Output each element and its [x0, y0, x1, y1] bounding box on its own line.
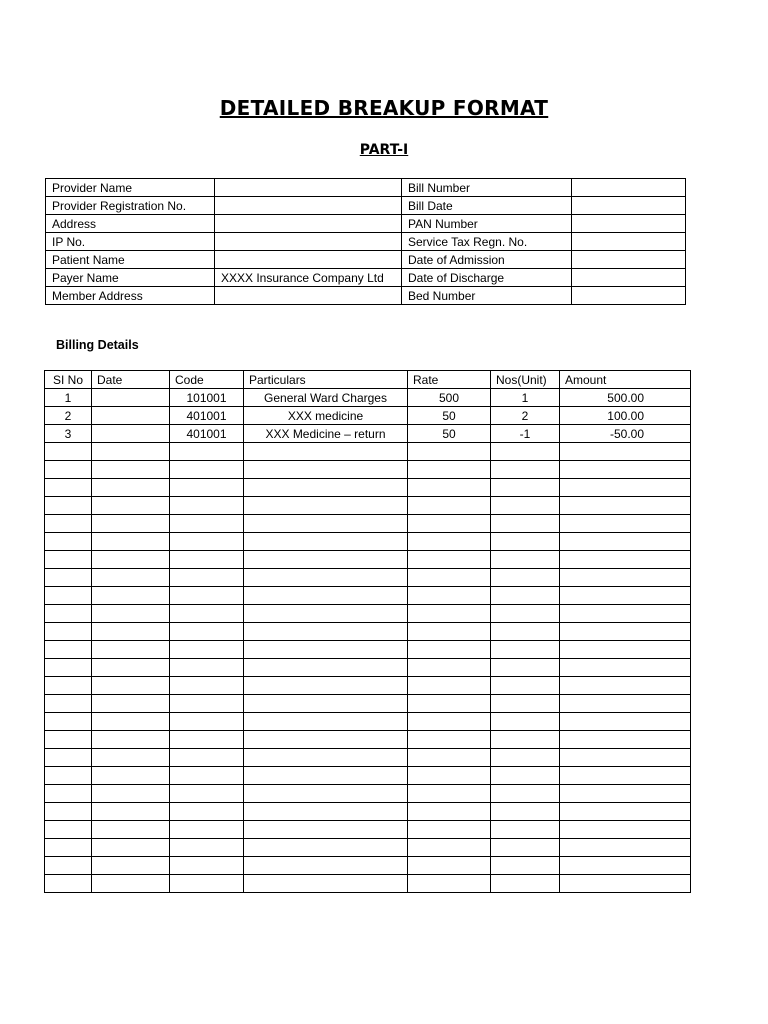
cell-particulars-empty: [244, 713, 408, 731]
cell-rate-empty: [408, 875, 491, 893]
cell-code-empty: [170, 587, 244, 605]
cell-si-empty: [45, 497, 92, 515]
empty-table-row: [45, 461, 691, 479]
cell-si-empty: [45, 461, 92, 479]
cell-nos-empty: [491, 533, 560, 551]
cell-nos-empty: [491, 641, 560, 659]
cell-code-empty: [170, 857, 244, 875]
cell-rate-empty: [408, 713, 491, 731]
cell-amount-empty: [560, 659, 691, 677]
info-label: Bed Number: [402, 287, 572, 305]
cell-nos-empty: [491, 443, 560, 461]
cell-si-empty: [45, 641, 92, 659]
cell-rate-empty: [408, 659, 491, 677]
table-row: [45, 425, 691, 443]
cell-code-empty: [170, 497, 244, 515]
cell-si-empty: [45, 785, 92, 803]
cell-si-empty: [45, 569, 92, 587]
info-label: Bill Number: [402, 179, 572, 197]
info-label: PAN Number: [402, 215, 572, 233]
column-header: Date: [92, 371, 170, 389]
cell-nos-empty: [491, 623, 560, 641]
info-label: IP No.: [46, 233, 215, 251]
cell-nos-empty: [491, 659, 560, 677]
cell-date-empty: [92, 731, 170, 749]
cell-code-empty: [170, 677, 244, 695]
billing-details-label: Billing Details: [56, 338, 139, 352]
cell-amount-empty: [560, 461, 691, 479]
cell-code-empty: [170, 479, 244, 497]
cell-si-empty: [45, 713, 92, 731]
cell-amount-empty: [560, 587, 691, 605]
column-header: SI No: [45, 371, 92, 389]
info-value: [215, 251, 402, 269]
cell-amount-empty: [560, 749, 691, 767]
cell-rate-empty: [408, 839, 491, 857]
cell-code-empty: [170, 749, 244, 767]
cell-nos-empty: [491, 857, 560, 875]
empty-table-row: [45, 803, 691, 821]
cell-rate-empty: [408, 785, 491, 803]
cell-nos-empty: [491, 587, 560, 605]
info-label: Payer Name: [46, 269, 215, 287]
billing-table: [44, 370, 691, 893]
info-label: Bill Date: [402, 197, 572, 215]
cell-nos-empty: [491, 605, 560, 623]
cell-particulars-empty: [244, 515, 408, 533]
cell-rate-empty: [408, 731, 491, 749]
cell-si-empty: [45, 749, 92, 767]
cell-particulars-empty: [244, 731, 408, 749]
cell-date-empty: [92, 605, 170, 623]
cell-rate-empty: [408, 641, 491, 659]
cell-date-empty: [92, 767, 170, 785]
info-value: [215, 233, 402, 251]
column-header: Nos(Unit): [491, 371, 560, 389]
cell-date-empty: [92, 749, 170, 767]
cell-date-empty: [92, 461, 170, 479]
page-title: DETAILED BREAKUP FORMAT: [219, 96, 549, 120]
cell-si-empty: [45, 821, 92, 839]
info-label: Address: [46, 215, 215, 233]
cell-date-empty: [92, 551, 170, 569]
empty-table-row: [45, 443, 691, 461]
info-value: [215, 197, 402, 215]
cell-date-empty: [92, 803, 170, 821]
cell-code: 401001: [170, 425, 244, 443]
cell-particulars-empty: [244, 443, 408, 461]
cell-nos: -1: [491, 425, 560, 443]
cell-nos: 2: [491, 407, 560, 425]
info-label: Service Tax Regn. No.: [402, 233, 572, 251]
cell-particulars-empty: [244, 803, 408, 821]
cell-particulars-empty: [244, 821, 408, 839]
cell-rate: 500: [408, 389, 491, 407]
info-value: [572, 197, 686, 215]
cell-amount-empty: [560, 443, 691, 461]
cell-date-empty: [92, 623, 170, 641]
cell-nos-empty: [491, 749, 560, 767]
cell-nos-empty: [491, 875, 560, 893]
cell-amount-empty: [560, 839, 691, 857]
cell-si-empty: [45, 659, 92, 677]
cell-nos-empty: [491, 839, 560, 857]
cell-particulars-empty: [244, 659, 408, 677]
cell-nos-empty: [491, 803, 560, 821]
empty-table-row: [45, 551, 691, 569]
cell-particulars-empty: [244, 479, 408, 497]
cell-amount-empty: [560, 821, 691, 839]
column-header: Code: [170, 371, 244, 389]
info-value: [215, 179, 402, 197]
cell-date-empty: [92, 533, 170, 551]
info-label: Date of Admission: [402, 251, 572, 269]
cell-code-empty: [170, 641, 244, 659]
cell-particulars-empty: [244, 497, 408, 515]
cell-code-empty: [170, 551, 244, 569]
empty-table-row: [45, 731, 691, 749]
info-row: [46, 269, 686, 287]
cell-nos-empty: [491, 515, 560, 533]
cell-rate-empty: [408, 677, 491, 695]
cell-particulars-empty: [244, 857, 408, 875]
cell-amount: 100.00: [560, 407, 691, 425]
cell-si: 3: [45, 425, 92, 443]
cell-amount-empty: [560, 605, 691, 623]
cell-amount-empty: [560, 641, 691, 659]
empty-table-row: [45, 821, 691, 839]
cell-si-empty: [45, 515, 92, 533]
info-row: [46, 197, 686, 215]
cell-particulars-empty: [244, 641, 408, 659]
cell-amount: 500.00: [560, 389, 691, 407]
table-row: [45, 407, 691, 425]
cell-date-empty: [92, 677, 170, 695]
cell-rate-empty: [408, 587, 491, 605]
cell-code-empty: [170, 605, 244, 623]
empty-table-row: [45, 677, 691, 695]
cell-particulars: XXX medicine: [244, 407, 408, 425]
info-value: XXXX Insurance Company Ltd: [215, 269, 402, 287]
info-value: [215, 215, 402, 233]
cell-code-empty: [170, 695, 244, 713]
cell-amount-empty: [560, 695, 691, 713]
cell-si-empty: [45, 731, 92, 749]
info-value: [572, 179, 686, 197]
cell-code-empty: [170, 821, 244, 839]
cell-particulars-empty: [244, 749, 408, 767]
cell-date-empty: [92, 659, 170, 677]
cell-code-empty: [170, 533, 244, 551]
cell-particulars-empty: [244, 839, 408, 857]
cell-nos-empty: [491, 713, 560, 731]
info-value: [572, 215, 686, 233]
cell-code: 401001: [170, 407, 244, 425]
column-header: Particulars: [244, 371, 408, 389]
cell-date-empty: [92, 839, 170, 857]
cell-si-empty: [45, 839, 92, 857]
cell-rate-empty: [408, 515, 491, 533]
cell-amount-empty: [560, 623, 691, 641]
cell-code-empty: [170, 731, 244, 749]
cell-rate-empty: [408, 857, 491, 875]
cell-si-empty: [45, 803, 92, 821]
empty-table-row: [45, 749, 691, 767]
cell-nos-empty: [491, 677, 560, 695]
cell-rate-empty: [408, 497, 491, 515]
cell-code-empty: [170, 443, 244, 461]
cell-rate-empty: [408, 569, 491, 587]
cell-code-empty: [170, 461, 244, 479]
info-value: [215, 287, 402, 305]
cell-amount-empty: [560, 677, 691, 695]
cell-nos-empty: [491, 821, 560, 839]
info-value: [572, 233, 686, 251]
cell-rate-empty: [408, 443, 491, 461]
cell-code-empty: [170, 875, 244, 893]
info-label: Provider Registration No.: [46, 197, 215, 215]
cell-nos: 1: [491, 389, 560, 407]
cell-si: 2: [45, 407, 92, 425]
cell-code-empty: [170, 767, 244, 785]
cell-particulars-empty: [244, 569, 408, 587]
cell-particulars-empty: [244, 605, 408, 623]
cell-nos-empty: [491, 479, 560, 497]
column-header: Rate: [408, 371, 491, 389]
cell-amount-empty: [560, 857, 691, 875]
cell-amount-empty: [560, 803, 691, 821]
cell-si-empty: [45, 695, 92, 713]
cell-amount-empty: [560, 713, 691, 731]
cell-date-empty: [92, 479, 170, 497]
cell-rate: 50: [408, 425, 491, 443]
cell-rate-empty: [408, 821, 491, 839]
empty-table-row: [45, 605, 691, 623]
cell-amount-empty: [560, 479, 691, 497]
empty-table-row: [45, 479, 691, 497]
cell-particulars-empty: [244, 533, 408, 551]
cell-code-empty: [170, 785, 244, 803]
cell-nos-empty: [491, 497, 560, 515]
cell-nos-empty: [491, 461, 560, 479]
info-row: [46, 215, 686, 233]
cell-code-empty: [170, 569, 244, 587]
cell-code-empty: [170, 803, 244, 821]
cell-date-empty: [92, 587, 170, 605]
cell-date: [92, 389, 170, 407]
cell-date-empty: [92, 497, 170, 515]
cell-rate-empty: [408, 623, 491, 641]
empty-table-row: [45, 875, 691, 893]
cell-particulars-empty: [244, 695, 408, 713]
cell-particulars-empty: [244, 785, 408, 803]
cell-amount-empty: [560, 515, 691, 533]
cell-amount-empty: [560, 875, 691, 893]
info-label: Patient Name: [46, 251, 215, 269]
cell-rate-empty: [408, 533, 491, 551]
empty-table-row: [45, 623, 691, 641]
cell-si-empty: [45, 875, 92, 893]
cell-date-empty: [92, 785, 170, 803]
info-label: Date of Discharge: [402, 269, 572, 287]
info-row: [46, 251, 686, 269]
cell-date-empty: [92, 443, 170, 461]
empty-table-row: [45, 767, 691, 785]
cell-rate: 50: [408, 407, 491, 425]
cell-si-empty: [45, 533, 92, 551]
empty-table-row: [45, 857, 691, 875]
cell-code-empty: [170, 839, 244, 857]
cell-si-empty: [45, 443, 92, 461]
cell-si-empty: [45, 551, 92, 569]
cell-rate-empty: [408, 803, 491, 821]
cell-si-empty: [45, 623, 92, 641]
info-row: [46, 179, 686, 197]
cell-nos-empty: [491, 731, 560, 749]
provider-info-table: [45, 178, 686, 305]
cell-nos-empty: [491, 785, 560, 803]
info-value: [572, 269, 686, 287]
cell-date-empty: [92, 695, 170, 713]
column-header: Amount: [560, 371, 691, 389]
cell-date: [92, 407, 170, 425]
info-row: [46, 287, 686, 305]
cell-date-empty: [92, 569, 170, 587]
cell-si-empty: [45, 677, 92, 695]
empty-table-row: [45, 587, 691, 605]
cell-si-empty: [45, 767, 92, 785]
cell-amount-empty: [560, 533, 691, 551]
cell-particulars-empty: [244, 551, 408, 569]
cell-code-empty: [170, 515, 244, 533]
cell-date-empty: [92, 875, 170, 893]
cell-amount-empty: [560, 731, 691, 749]
empty-table-row: [45, 497, 691, 515]
cell-code: 101001: [170, 389, 244, 407]
empty-table-row: [45, 713, 691, 731]
empty-table-row: [45, 533, 691, 551]
empty-table-row: [45, 785, 691, 803]
cell-code-empty: [170, 659, 244, 677]
info-value: [572, 251, 686, 269]
cell-rate-empty: [408, 605, 491, 623]
cell-date: [92, 425, 170, 443]
cell-rate-empty: [408, 551, 491, 569]
cell-nos-empty: [491, 569, 560, 587]
cell-code-empty: [170, 623, 244, 641]
cell-particulars-empty: [244, 461, 408, 479]
empty-table-row: [45, 659, 691, 677]
cell-amount-empty: [560, 569, 691, 587]
cell-date-empty: [92, 821, 170, 839]
empty-table-row: [45, 569, 691, 587]
cell-date-empty: [92, 713, 170, 731]
cell-date-empty: [92, 857, 170, 875]
info-label: Member Address: [46, 287, 215, 305]
cell-particulars-empty: [244, 875, 408, 893]
empty-table-row: [45, 641, 691, 659]
cell-particulars-empty: [244, 587, 408, 605]
cell-nos-empty: [491, 551, 560, 569]
cell-particulars: XXX Medicine – return: [244, 425, 408, 443]
cell-rate-empty: [408, 749, 491, 767]
part-title: PART-I: [359, 142, 409, 158]
cell-date-empty: [92, 515, 170, 533]
cell-si-empty: [45, 605, 92, 623]
cell-rate-empty: [408, 695, 491, 713]
billing-header-row: [45, 371, 691, 389]
cell-amount-empty: [560, 551, 691, 569]
cell-particulars-empty: [244, 623, 408, 641]
cell-nos-empty: [491, 767, 560, 785]
empty-table-row: [45, 515, 691, 533]
empty-table-row: [45, 695, 691, 713]
cell-amount-empty: [560, 767, 691, 785]
cell-si-empty: [45, 479, 92, 497]
cell-particulars: General Ward Charges: [244, 389, 408, 407]
cell-particulars-empty: [244, 677, 408, 695]
cell-particulars-empty: [244, 767, 408, 785]
cell-rate-empty: [408, 767, 491, 785]
cell-si-empty: [45, 857, 92, 875]
cell-amount-empty: [560, 497, 691, 515]
info-row: [46, 233, 686, 251]
cell-code-empty: [170, 713, 244, 731]
cell-nos-empty: [491, 695, 560, 713]
cell-amount-empty: [560, 785, 691, 803]
info-label: Provider Name: [46, 179, 215, 197]
table-row: [45, 389, 691, 407]
cell-si: 1: [45, 389, 92, 407]
cell-rate-empty: [408, 479, 491, 497]
empty-table-row: [45, 839, 691, 857]
cell-date-empty: [92, 641, 170, 659]
info-value: [572, 287, 686, 305]
cell-si-empty: [45, 587, 92, 605]
cell-amount: -50.00: [560, 425, 691, 443]
cell-rate-empty: [408, 461, 491, 479]
